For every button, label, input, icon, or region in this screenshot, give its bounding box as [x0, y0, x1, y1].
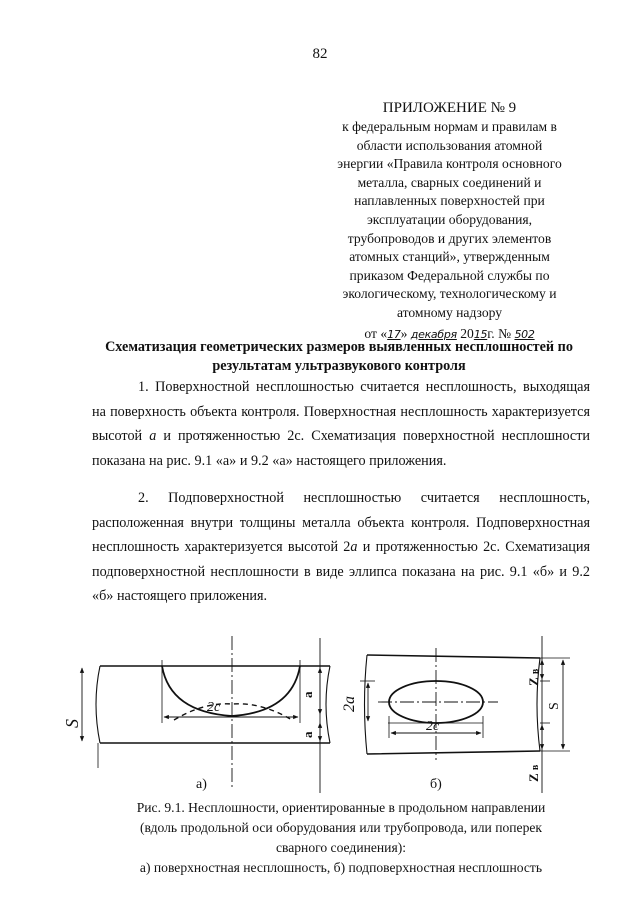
- figure-9-1: [62, 628, 590, 798]
- date-mid: »: [400, 325, 411, 341]
- paragraph-1: [92, 375, 590, 473]
- date-year-prefix: 20: [456, 325, 474, 341]
- appendix-header: [312, 98, 587, 344]
- appendix-title: ПРИЛОЖЕНИЕ № 9: [382, 100, 517, 116]
- dim-2c-left: 2c: [207, 700, 221, 715]
- dim-s-left: S: [62, 719, 82, 728]
- paragraph-number: 2.: [138, 490, 149, 506]
- caption-line: сварного соединения):: [275, 840, 407, 855]
- appendix-line: приказом Федеральной службы по: [349, 267, 550, 283]
- handwritten-month: декабря: [410, 327, 457, 341]
- dim-zb-top: Z в: [526, 668, 541, 686]
- appendix-line: области использования атомной: [356, 137, 543, 153]
- figure-caption: [100, 798, 582, 878]
- caption-line: Рис. 9.1. Несплошности, ориентированные в продольном направлении: [136, 800, 546, 815]
- date-suffix: г. №: [487, 325, 515, 341]
- appendix-line: энергии «Правила контроля основного: [337, 156, 562, 172]
- dim-a-top: a: [300, 691, 315, 698]
- dim-a-bottom: a: [300, 731, 315, 738]
- dim-zb-bottom: Z в: [526, 764, 541, 782]
- dim-2a-right: 2a: [341, 696, 358, 712]
- dim-2c-right: 2c: [426, 719, 440, 734]
- appendix-line: эксплуатации оборудования,: [366, 211, 533, 227]
- paragraph-text: Подповерхностной несплошностью считается несплошность, расположенная внутри толщины металла объекта контроля. Подповерхностная несплошность характеризуется высотой 2: [92, 490, 591, 555]
- figure-label-b: б): [430, 777, 442, 792]
- paragraph-number: 1.: [138, 379, 149, 395]
- dim-s-right: S: [547, 702, 562, 710]
- date-prefix: от «: [364, 325, 388, 341]
- figure-label-a: а): [196, 777, 207, 792]
- appendix-line: атомному надзору: [396, 304, 503, 320]
- appendix-line: наплавленных поверхностей при: [354, 193, 545, 209]
- handwritten-year: 15: [473, 327, 488, 341]
- var-a: a: [350, 539, 358, 555]
- appendix-line: атомных станций», утвержденным: [349, 249, 550, 265]
- appendix-line: трубопроводов и других элементов: [347, 230, 552, 246]
- caption-line: а) поверхностная несплошность, б) подповерхностная несплошность: [139, 860, 543, 875]
- drawing-surface-flaw: [82, 636, 330, 793]
- appendix-line: к федеральным нормам и правилам в: [342, 119, 557, 134]
- section-heading: Схематизация геометрических размеров выявленных несплошностей по результатам ультразвукового контроля: [105, 339, 573, 374]
- paragraph-text: и протяженностью 2c. Схематизация подповерхностной несплошности в виде эллипса показана на рис. 9.1 «б» и 9.2 «б» настоящего приложения.: [92, 539, 590, 604]
- caption-line: (вдоль продольной оси оборудования или трубопровода, или поперек: [139, 820, 543, 835]
- appendix-line: экологическому, технологическому и: [342, 286, 557, 302]
- page-number: 82: [312, 46, 328, 62]
- paragraph-text: Поверхностной несплошностью считается несплошность, выходящая на поверхность объекта контроля. Поверхностная несплошность характеризуется высотой: [92, 379, 591, 444]
- appendix-line: металла, сварных соединений и: [357, 174, 542, 190]
- paragraph-2: [92, 486, 590, 609]
- var-a: a: [149, 428, 157, 444]
- handwritten-day: 17: [387, 327, 401, 341]
- paragraph-text: и протяженностью 2c. Схематизация поверхностной несплошности показана на рис. 9.1 «а» и 9.2 «а» настоящего приложения.: [92, 428, 591, 469]
- handwritten-order-number: 502: [514, 327, 535, 341]
